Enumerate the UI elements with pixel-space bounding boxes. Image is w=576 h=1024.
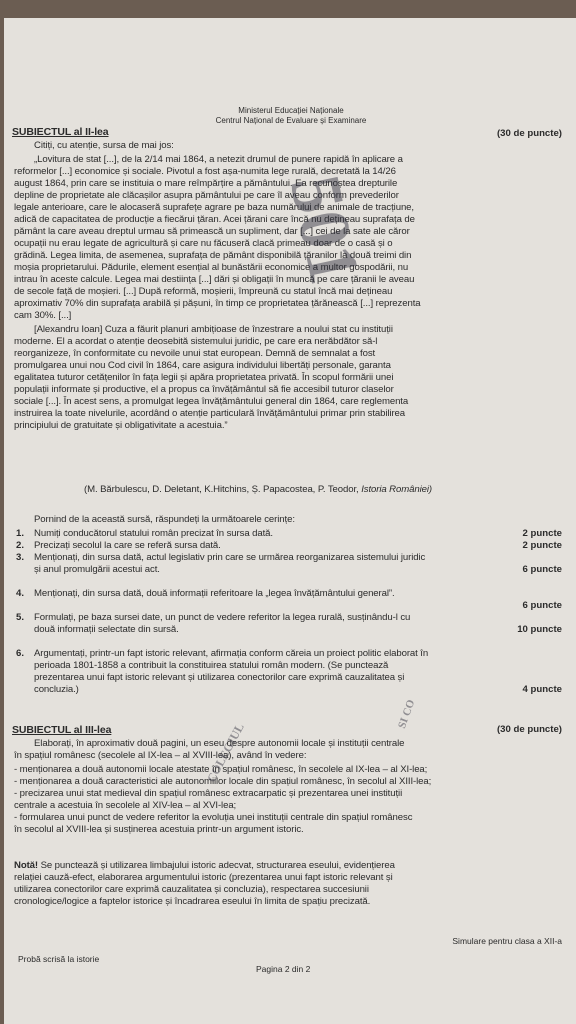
task-text: perioada 1801-1858 a contribuit la constituirea statului român modern. (Se punctează [34,660,389,671]
essay-requirement-line: centrale a acestuia în secolele al XIV-lea – al XVI-lea; [14,800,237,811]
source-line: instruirea la toate nivelurile, acordând o atenție particulară învățământului primar prin stabilirea [14,408,406,419]
handwritten-number-stamp: 501 [274,168,376,291]
source-line: populații informate și productive, el a propus ca învățământul să fie accesibil tuturor claselor [14,384,394,395]
round-stamp-text: SI CO [396,698,418,731]
task-number: 1. [16,528,25,539]
source-line: de secole față de moșieri. [...] După reformă, moșierii, împreună cu statul încă mai dețineau [14,286,393,297]
task-text: Numiți conducătorul statului român precizat în sursa dată. [34,528,273,539]
footer-center: Pagina 2 din 2 [256,964,311,974]
citation-authors: (M. Bărbulescu, D. Deletant, K.Hitchins, Ș. Papacostea, P. Teodor, [84,484,359,495]
college-stamp-text: COLEGIUL [204,720,247,785]
task-text: prezentarea unui fapt istoric relevant și utilizarea conectorilor care exprimă cauzalitatea și [34,672,405,683]
subject2-title: SUBIECTUL al II-lea [12,126,109,138]
ministry-header: Ministerul Educației Naționale [238,106,344,115]
source-line: egalitatea tuturor cetățenilor în fața legii și apăra proprietatea privată. În scopul formării unei [14,372,394,383]
note-line-4: cronologice/logice a faptelor istorice și încadrarea eseului în limita de spațiu precizată. [14,896,371,907]
task-points: 6 puncte [522,600,562,611]
task-text: Argumentați, printr-un fapt istoric relevant, afirmația conform căreia un proiect politic elaborat în [34,648,429,659]
subject3-title: SUBIECTUL al III-lea [12,724,112,736]
task-text: și anul promulgării acestui act. [34,564,160,575]
source-line: adică de capacitatea de producție a fiecărui țăran. Acei țărani care încă nu dețineau suprafața de [14,214,415,225]
source-line: promulgarea unui nou Cod civil în 1864, care asigura individului libertăți personale, garanta [14,360,391,371]
source-line: principiului de gratuitate și obligativitate a acestuia.” [14,420,228,431]
task-instructions: Pornind de la această sursă, răspundeți la următoarele cerințe: [34,514,295,525]
task-text: concluzia.) [34,684,79,695]
exam-page [4,18,576,1024]
source-line: pământ la care aveau dreptul urmau să primească un supliment, dar [...] cei de la sate ale căror [14,226,410,237]
source-line: moșia proprietarului. Pădurile, element esențial al bunăstării economice a multor gospodării, nu [14,262,409,273]
subject2-intro: Citiți, cu atenție, sursa de mai jos: [34,140,174,151]
citation-title: Istoria României) [361,484,432,495]
source-line: moderne. El a acordat o atenție deosebită sistemului juridic, pe care era nerăbdător să-l [14,336,378,347]
source-line: depline de proprietate ale clăcașilor asupra pământului pe care îl aveau conform prevederilor [14,190,399,201]
source-line: „Lovitura de stat [...], de la 2/14 mai 1864, a netezit drumul de punere rapidă în aplicare a [34,154,403,165]
task-number: 2. [16,540,25,551]
source-line: sociale [...]. În acest sens, a promulgat legea învățământului general din 1864, care reglementa [14,396,409,407]
note-line-1: Notă! Se punctează și utilizarea limbajului istoric adecvat, structurarea eseului, evidențierea [14,860,395,871]
note-label: Notă! [14,860,39,871]
source-line: grădină. Legea limita, de asemenea, suprafața de pământ disponibilă țăranilor la două treimi din [14,250,412,261]
subject3-points: (30 de puncte) [496,724,562,735]
task-number: 5. [16,612,25,623]
source-citation [84,484,576,496]
task-points: 2 puncte [522,540,562,551]
essay-requirement-line: - formularea unui punct de vedere referitor la evoluția unei instituții centrale din spațiul românesc [14,812,413,823]
source-line: ocupații nu erau legate de agricultură și care nu făcuseră clacă primeau doar de o casă și o [14,238,393,249]
task-points: 2 puncte [522,528,562,539]
source-line: cam 30%. [...] [14,310,72,321]
essay-requirement-line: - menționarea a două autonomii locale atestate în spațiul românesc, în secolele al IX-lea – al XI-lea; [14,764,428,775]
footer-left: Probă scrisă la istorie [18,954,100,964]
task-text: Precizați secolul la care se referă sursa dată. [34,540,221,551]
footer-right: Simulare pentru clasa a XII-a [452,936,562,946]
source-line: legale anterioare, care le alocaseră suprafețe agrare pe baza numărului de animale de tracțiune, [14,202,414,213]
task-text: Menționați, din sursa dată, actul legislativ prin care se urmărea reorganizarea sistemului juridic [34,552,426,563]
task-text: Formulați, pe baza sursei date, un punct de vedere referitor la legea rurală, susținându-l cu [34,612,411,623]
task-text: Menționați, din sursa dată, două informații referitoare la „legea învățământului general”. [34,588,395,599]
source-line: august 1864, prin care se instituia o mare reîmpărțire a pământului. Ea recunoștea drepturile [14,178,398,189]
task-number: 3. [16,552,25,563]
source-line: reformelor [...] economice și sociale. Pivotul a fost așa-numita lege rurală, decretată la 14/26 [14,166,396,177]
essay-intro-line: Elaborați, în aproximativ două pagini, un eseu despre autonomii locale și instituții centrale [34,738,405,749]
essay-intro-line: în spațiul românesc (secolele al IX-lea – al XVIII-lea), având în vedere: [14,750,307,761]
task-points: 6 puncte [522,564,562,575]
task-number: 6. [16,648,25,659]
task-number: 4. [16,588,25,599]
task-points: 4 puncte [522,684,562,695]
essay-requirement-line: - menționarea a două caracteristici ale autonomiilor locale din spațiul românesc, în secolul al XIII-lea; [14,776,432,787]
source-line: [Alexandru Ioan] Cuza a făurit planuri ambițioase de înzestrare a noului stat cu instituții [34,324,393,335]
source-line: reorganizeze, în conformitate cu nevoile unui stat european. Demnă de semnalat a fost [14,348,376,359]
source-line: aproximativ 70% din suprafața arabilă și pășuni, în timp ce proprietatea țărănească [...] reprezenta [14,298,421,309]
center-header: Centrul Național de Evaluare și Examinare [215,116,367,125]
source-line: intrau în aceste calcule. Legea mai destiința [...] dări și obligații în muncă pe care țăranii le aveau [14,274,415,285]
note-line-2: relației cauză-efect, elaborarea argumentului istoric (prezentarea unui fapt istoric relevant și [14,872,393,883]
task-text: două informații selectate din sursă. [34,624,179,635]
task-points: 10 puncte [517,624,562,635]
essay-requirement-line: - precizarea unui stat medieval din spațiul românesc extracarpatic și prezentarea unei instituții [14,788,403,799]
note-line-3: utilizarea conectorilor care exprimă cauzalitatea și concluzia), respectarea succesiunii [14,884,369,895]
essay-requirement-line: în secolul al XVIII-lea și susținerea acestuia printr-un argument istoric. [14,824,304,835]
subject2-points: (30 de puncte) [496,128,562,139]
